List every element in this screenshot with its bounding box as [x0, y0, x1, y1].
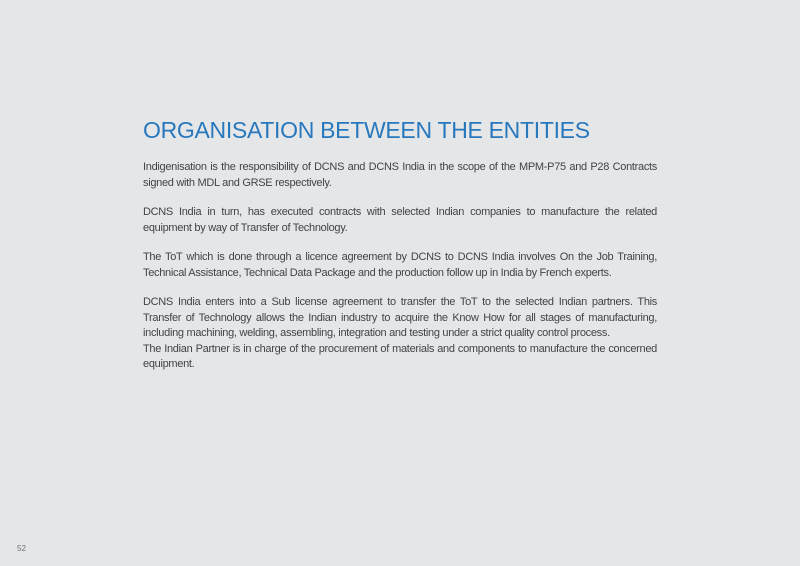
body-text — [143, 160, 657, 373]
body-paragraph: The Indian Partner is in charge of the procurement of materials and components to manufacture the concerned equipment. — [143, 342, 657, 371]
slide-content — [143, 117, 657, 387]
page-number: 52 — [17, 544, 26, 553]
page-title: ORGANISATION BETWEEN THE ENTITIES — [143, 117, 590, 143]
body-paragraph: DCNS India enters into a Sub license agreement to transfer the ToT to the selected Indian partners. This Transfer of Technology allows the Indian industry to acquire the Know How for all stages of manufacturing, including machining, welding, assembling, integration and testing under a strict quality control process. — [143, 296, 657, 340]
body-paragraph: The ToT which is done through a licence agreement by DCNS to DCNS India involves On the Job Training, Technical Assistance, Technical Data Package and the production follow up in India by French experts. — [143, 251, 657, 279]
body-paragraph: DCNS India in turn, has executed contracts with selected Indian companies to manufacture the related equipment by way of Transfer of Technology. — [143, 206, 657, 234]
body-paragraph: Indigenisation is the responsibility of DCNS and DCNS India in the scope of the MPM-P75 and P28 Contracts signed with MDL and GRSE respectively. — [143, 161, 657, 189]
